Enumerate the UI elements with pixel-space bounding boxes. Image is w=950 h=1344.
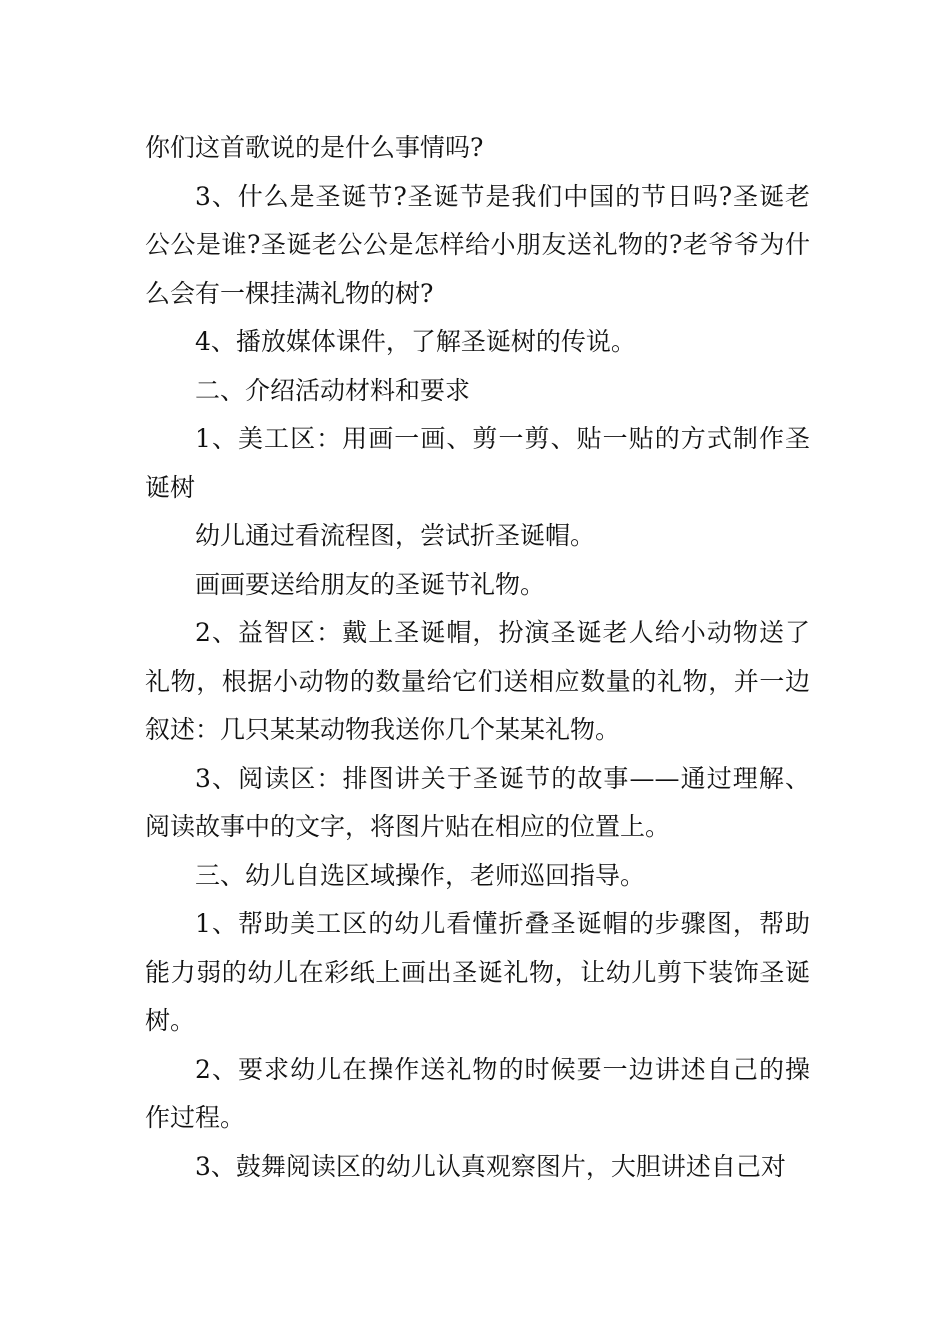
paragraph-8: 2、益智区：戴上圣诞帽，扮演圣诞老人给小动物送了礼物，根据小动物的数量给它们送相应数量的礼物，并一边叙述：几只某某动物我送你几个某某礼物。	[145, 618, 810, 744]
paragraph-13: 3、鼓舞阅读区的幼儿认真观察图片，大胆讲述自己对	[195, 1151, 786, 1181]
paragraph-6: 幼儿通过看流程图，尝试折圣诞帽。	[195, 521, 596, 550]
section-heading-3: 三、幼儿自选区域操作，老师巡回指导。	[195, 860, 646, 890]
paragraph-3: 4、播放媒体课件，了解圣诞树的传说。	[195, 327, 636, 356]
paragraph-5: 1、美工区：用画一画、剪一剪、贴一贴的方式制作圣诞树	[145, 424, 810, 502]
paragraph-7: 画画要送给朋友的圣诞节礼物。	[195, 569, 546, 599]
paragraph-11: 1、帮助美工区的幼儿看懂折叠圣诞帽的步骤图，帮助能力弱的幼儿在彩纸上画出圣诞礼物，让幼儿剪下装饰圣诞树。	[145, 909, 810, 1035]
paragraph-2: 3、什么是圣诞节?圣诞节是我们中国的节日吗?圣诞老公公是谁?圣诞老公公是怎样给小朋友送礼物的?老爷爷为什么会有一棵挂满礼物的树?	[145, 181, 810, 308]
document-body	[145, 124, 810, 1191]
paragraph-9: 3、阅读区：排图讲关于圣诞节的故事——通过理解、阅读故事中的文字，将图片贴在相应的位置上。	[145, 763, 810, 841]
paragraph-12: 2、要求幼儿在操作送礼物的时候要一边讲述自己的操作过程。	[145, 1054, 810, 1132]
section-heading-2: 二、介绍活动材料和要求	[195, 375, 471, 405]
paragraph-1: 你们这首歌说的是什么事情吗?	[145, 133, 484, 162]
